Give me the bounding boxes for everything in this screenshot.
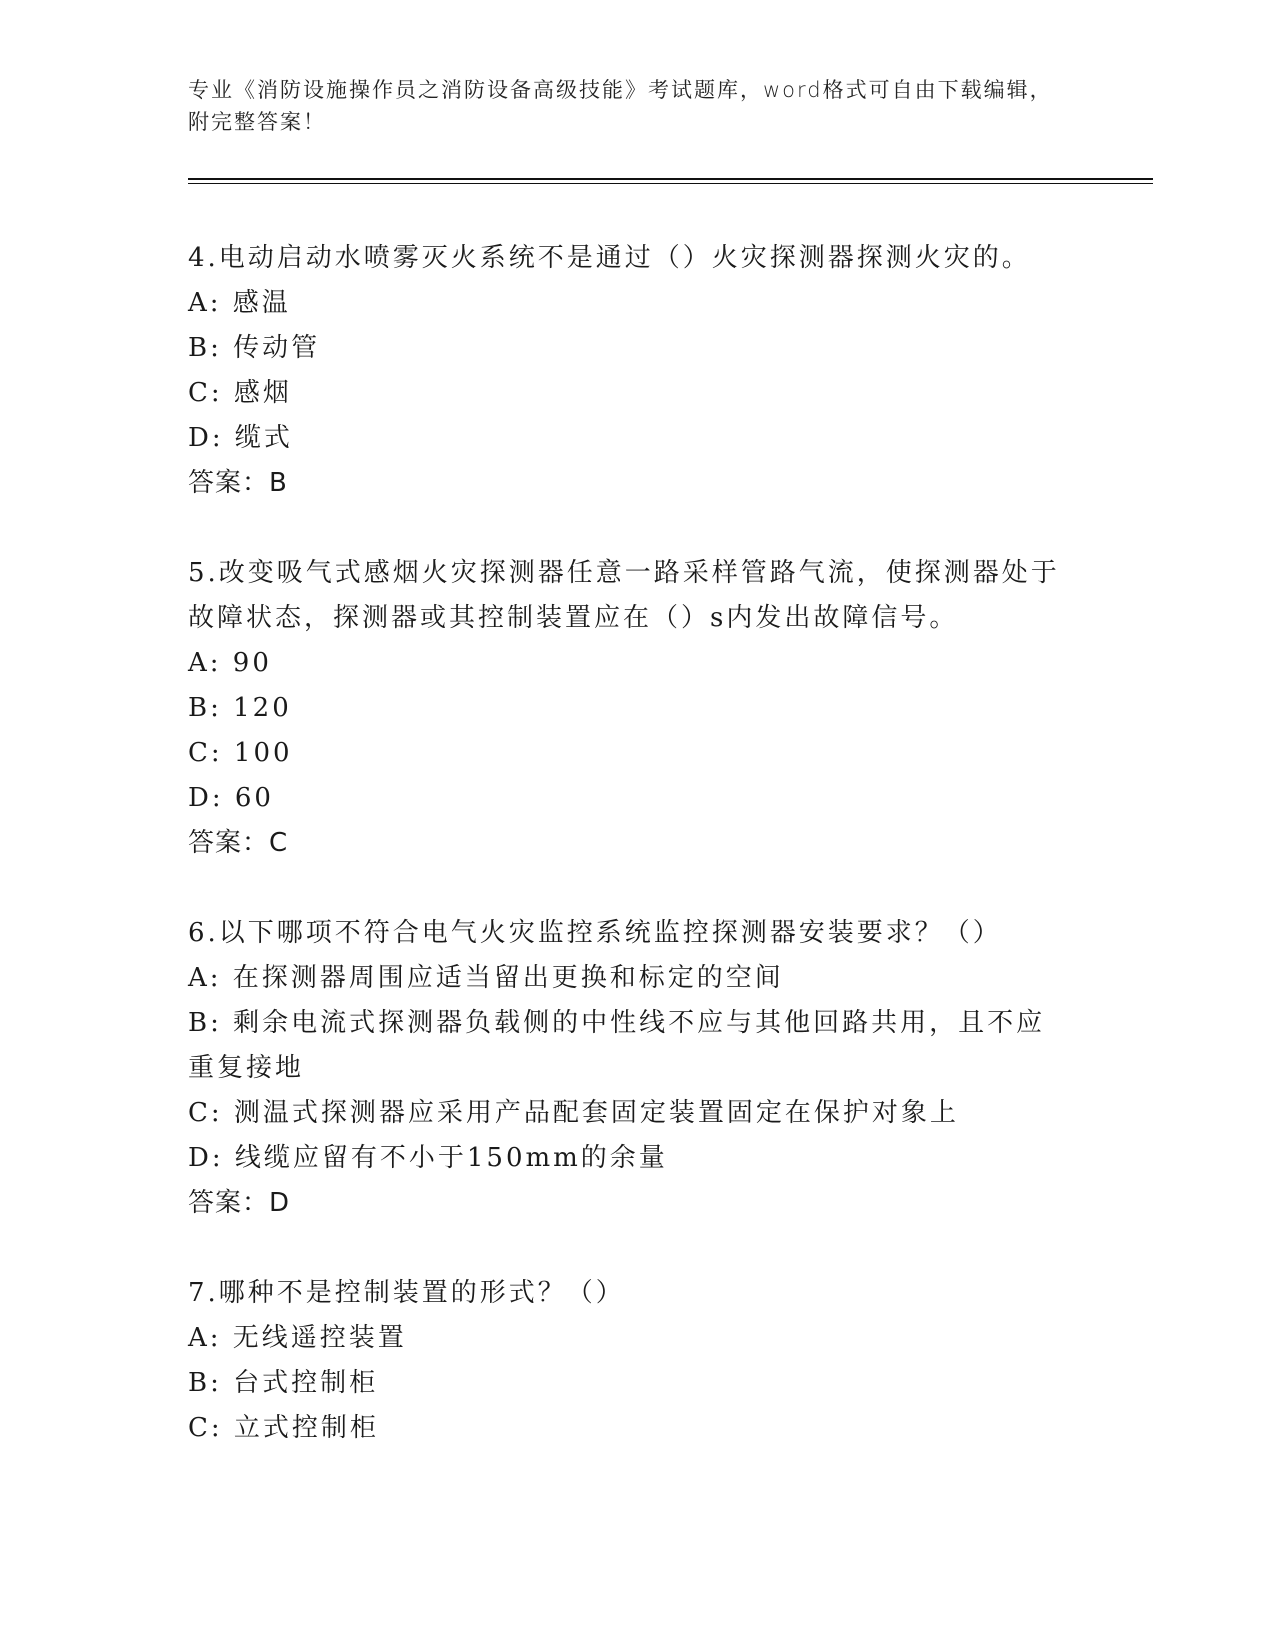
option-a: A: 在探测器周围应适当留出更换和标定的空间 <box>188 963 784 993</box>
header-divider-thin <box>188 183 1153 184</box>
option-c: C: 感烟 <box>188 378 292 408</box>
option-b: B: 剩余电流式探测器负载侧的中性线不应与其他回路共用，且不应重复接地 <box>188 1008 1046 1083</box>
option-d: D: 缆式 <box>188 423 293 453</box>
question-stem: 6.以下哪项不符合电气火灾监控系统监控探测器安装要求？（） <box>188 918 1002 948</box>
option-c: C: 立式控制柜 <box>188 1413 379 1443</box>
answer-label: 答案：C <box>188 828 289 858</box>
option-b: B: 台式控制柜 <box>188 1368 379 1398</box>
question-4 <box>188 236 1088 506</box>
question-stem: 7.哪种不是控制装置的形式？（） <box>188 1278 625 1308</box>
option-b: B: 120 <box>188 693 292 723</box>
answer-label: 答案：B <box>188 468 288 498</box>
question-5 <box>188 551 1088 866</box>
option-b: B: 传动管 <box>188 333 321 363</box>
option-a: A: 90 <box>188 648 272 678</box>
question-list <box>188 236 1088 1496</box>
question-stem: 5.改变吸气式感烟火灾探测器任意一路采样管路气流，使探测器处于故障状态，探测器或其控制装置应在（）s内发出故障信号。 <box>188 558 1060 633</box>
header-divider-thick <box>188 178 1153 180</box>
option-c: C: 100 <box>188 738 293 768</box>
question-7 <box>188 1271 1088 1451</box>
option-a: A: 无线遥控装置 <box>188 1323 407 1353</box>
question-stem: 4.电动启动水喷雾灭火系统不是通过（）火灾探测器探测火灾的。 <box>188 243 1031 273</box>
option-a: A: 感温 <box>188 288 291 318</box>
option-d: D: 60 <box>188 783 274 813</box>
option-c: C: 测温式探测器应采用产品配套固定装置固定在保护对象上 <box>188 1098 959 1128</box>
question-6 <box>188 911 1088 1226</box>
option-d: D: 线缆应留有不小于150mm的余量 <box>188 1143 668 1173</box>
answer-label: 答案：D <box>188 1188 291 1218</box>
document-intro: 专业《消防设施操作员之消防设备高级技能》考试题库，word格式可自由下载编辑，附完整答案！ <box>188 78 1053 134</box>
